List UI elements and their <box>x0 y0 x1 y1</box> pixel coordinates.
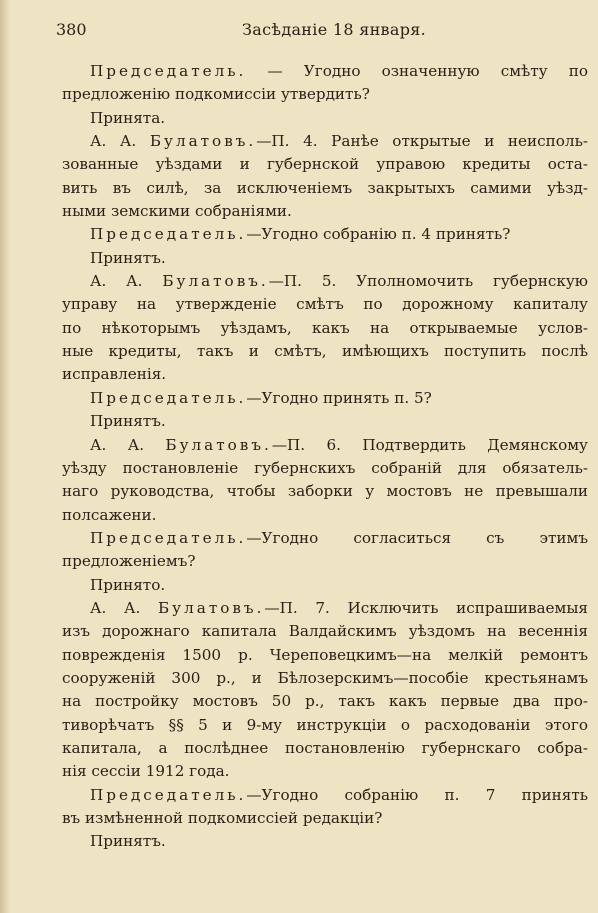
text-line: ные кредиты, такъ и смѣтъ, имѣющихъ поступить послѣ <box>62 342 588 361</box>
text-line: предложенію подкомиссіи утвердить? <box>62 85 370 104</box>
text-line: Принятъ. <box>90 832 166 851</box>
text-line: Председатель.—Угодно принять п. 5? <box>90 388 432 407</box>
text-line: Председатель. — Угодно означенную смѣту по <box>90 62 588 80</box>
text-line: наго руководства, чтобы заборки у мостовъ не превышали <box>62 482 588 501</box>
running-title: Засѣданіе 18 января. <box>242 20 427 39</box>
speaker-name: Председатель. <box>90 528 247 547</box>
page-edge-shadow <box>0 0 10 913</box>
speaker-name: Председатель. <box>90 62 247 80</box>
text-line: зованные уѣздами и губернской управою кредиты оста- <box>62 155 588 174</box>
text-line: А. А. Булатовъ.—П. 7. Исключить испрашиваемыя <box>90 598 588 617</box>
text-line: поврежденія 1500 р. Череповецкимъ—на мелкій ремонтъ <box>62 645 588 664</box>
text-line: тиворѣчатъ §§ 5 и 9-му инструкціи о расходованіи этого <box>62 715 588 734</box>
body-text <box>62 60 588 854</box>
page-number: 380 <box>56 20 87 39</box>
text-line: въ измѣненной подкомиссіей редакціи? <box>62 809 383 827</box>
text-line: Председатель.—Угодно собранію п. 4 принять? <box>90 225 511 244</box>
text-line: исправленія. <box>62 365 167 384</box>
text-line: вить въ силѣ, за исключеніемъ закрытыхъ самими уѣзд- <box>62 178 588 197</box>
text-line: Принятъ. <box>90 412 166 431</box>
text-line: капитала, а послѣднее постановленію губернскаго собра- <box>62 738 588 757</box>
speaker-name: Председатель. <box>90 785 247 804</box>
text-line: Председатель.—Угодно согласиться съ этимъ <box>90 528 588 547</box>
text-line: Принята. <box>90 108 166 127</box>
text-line: уѣзду постановленіе губернскихъ собраній для обязатель- <box>62 458 588 477</box>
text-line: А. А. Булатовъ.—П. 5. Уполномочить губернскую <box>90 272 588 291</box>
text-line: ными земскими собраніями. <box>62 202 292 221</box>
text-line: сооруженій 300 р., и Бѣлозерскимъ—пособіе крестьянамъ <box>62 668 588 687</box>
speaker-name: Булатовъ. <box>149 132 257 151</box>
text-line: Председатель.—Угодно собранію п. 7 принять <box>90 785 588 804</box>
text-line: на постройку мостовъ 50 р., такъ какъ первые два про- <box>62 692 588 711</box>
text-line: Принято. <box>90 575 166 594</box>
speaker-name: Председатель. <box>90 225 247 244</box>
text-line: полсажени. <box>62 505 157 524</box>
speaker-name: Председатель. <box>90 388 247 407</box>
text-line: Принятъ. <box>90 248 166 267</box>
text-line: А. А. Булатовъ.—П. 6. Подтвердить Демянскому <box>90 435 588 454</box>
speaker-name: Булатовъ. <box>158 598 265 617</box>
text-line: нія сессіи 1912 года. <box>62 762 230 781</box>
text-line: изъ дорожнаго капитала Валдайскимъ уѣздомъ на весеннія <box>62 622 588 641</box>
speaker-name: Булатовъ. <box>165 435 272 454</box>
text-line: А. А. Булатовъ.—П. 4. Ранѣе открытые и неисполь- <box>90 132 588 151</box>
text-line: по нѣкоторымъ уѣздамъ, какъ на открываемые услов- <box>62 318 588 337</box>
page-header <box>56 20 586 44</box>
text-line: предложеніемъ? <box>62 552 196 571</box>
speaker-name: Булатовъ. <box>162 272 269 291</box>
text-line: управу на утвержденіе смѣтъ по дорожному капиталу <box>62 295 588 314</box>
